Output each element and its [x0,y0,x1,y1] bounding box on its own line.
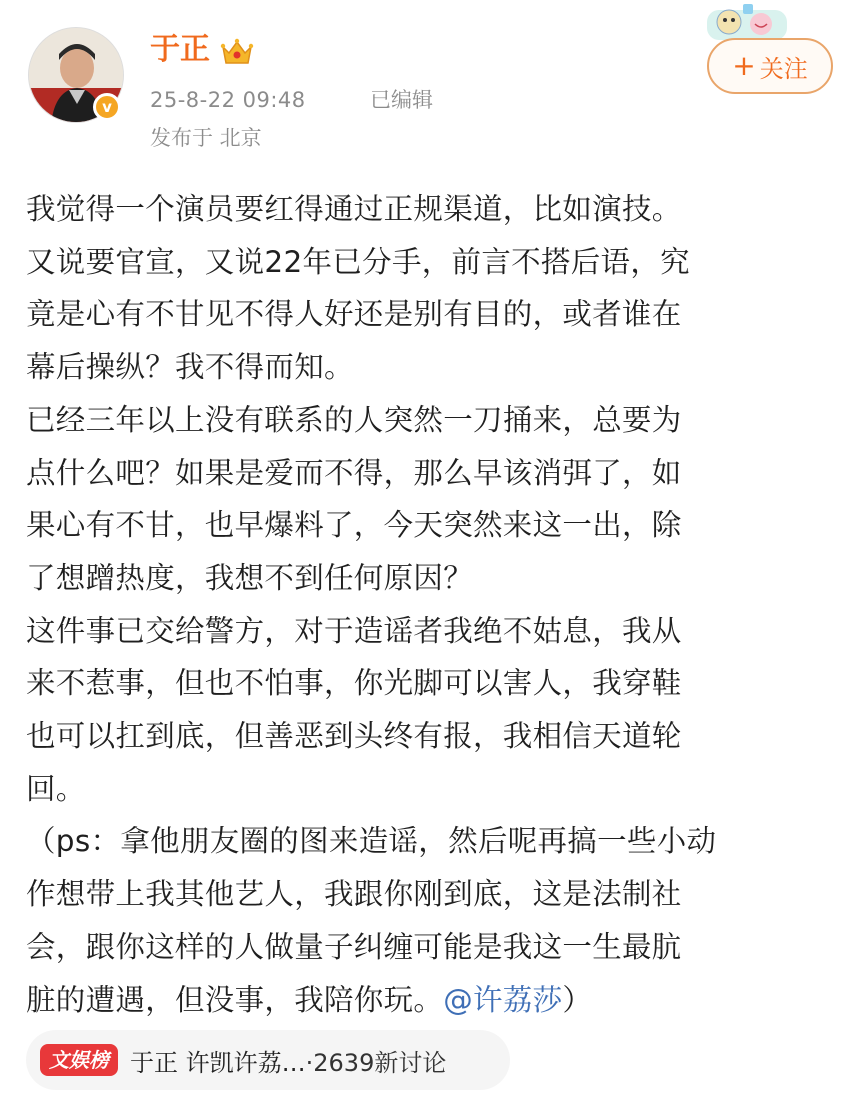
post-line: 了想蹭热度，我想不到任何原因？ [26,560,474,595]
post-line: 已经三年以上没有联系的人突然一刀捅来，总要为 [26,402,682,437]
author-name[interactable]: 于正 [150,32,210,67]
post-line: （ps：拿他朋友圈的图来造谣，然后呢再搞一些小动 [26,824,717,859]
sticker-icon [705,2,789,42]
post-line: 竟是心有不甘见不得人好还是别有目的，或者谁在 [26,297,682,332]
post-line: 会，跟你这样的人做量子纠缠可能是我这一生最肮 [26,929,682,964]
verified-badge-icon: v [93,93,121,121]
post-body [26,183,826,1026]
plus-icon: + [732,49,756,82]
post-timestamp: 25-8-22 09:48 [150,88,306,112]
hot-list-badge: 文娱榜 [40,1044,118,1076]
edited-label[interactable]: 已编辑 [370,88,433,112]
discussion-count: ·2639新讨论 [305,1048,447,1077]
post-line: 我觉得一个演员要红得通过正规渠道，比如演技。 [26,192,682,226]
post-line: 作想带上我其他艺人，我跟你刚到底，这是法制社 [26,877,682,912]
last-line-text: 脏的遭遇，但没事，我陪你玩。 [26,982,444,1017]
post-line: 点什么吧？如果是爱而不得，那么早该消弭了，如 [26,455,682,490]
topic-text: 于正 许凯许荔… [130,1048,306,1077]
closing-paren: ） [562,982,593,1017]
follow-button[interactable] [707,38,833,94]
post-line: 也可以扛到底，但善恶到头终有报，我相信天道轮 [26,719,682,754]
post-line: 回。 [26,771,86,806]
mention-link[interactable]: @许荔莎 [443,982,563,1017]
post-line: 果心有不甘，也早爆料了，今天突然来这一出，除 [26,508,682,543]
crown-icon [220,37,254,67]
post-line: 这件事已交给警方，对于造谣者我绝不姑息，我从 [26,613,682,648]
post-line: 幕后操纵？我不得而知。 [26,350,354,385]
topic-tag[interactable] [26,1030,510,1090]
post-line-last [26,974,826,1027]
follow-label: 关注 [759,54,808,83]
post-line: 来不惹事，但也不怕事，你光脚可以害人，我穿鞋 [26,666,682,701]
post-line: 又说要官宣，又说22年已分手，前言不搭后语，究 [26,244,690,279]
post-location: 发布于 北京 [150,126,262,150]
